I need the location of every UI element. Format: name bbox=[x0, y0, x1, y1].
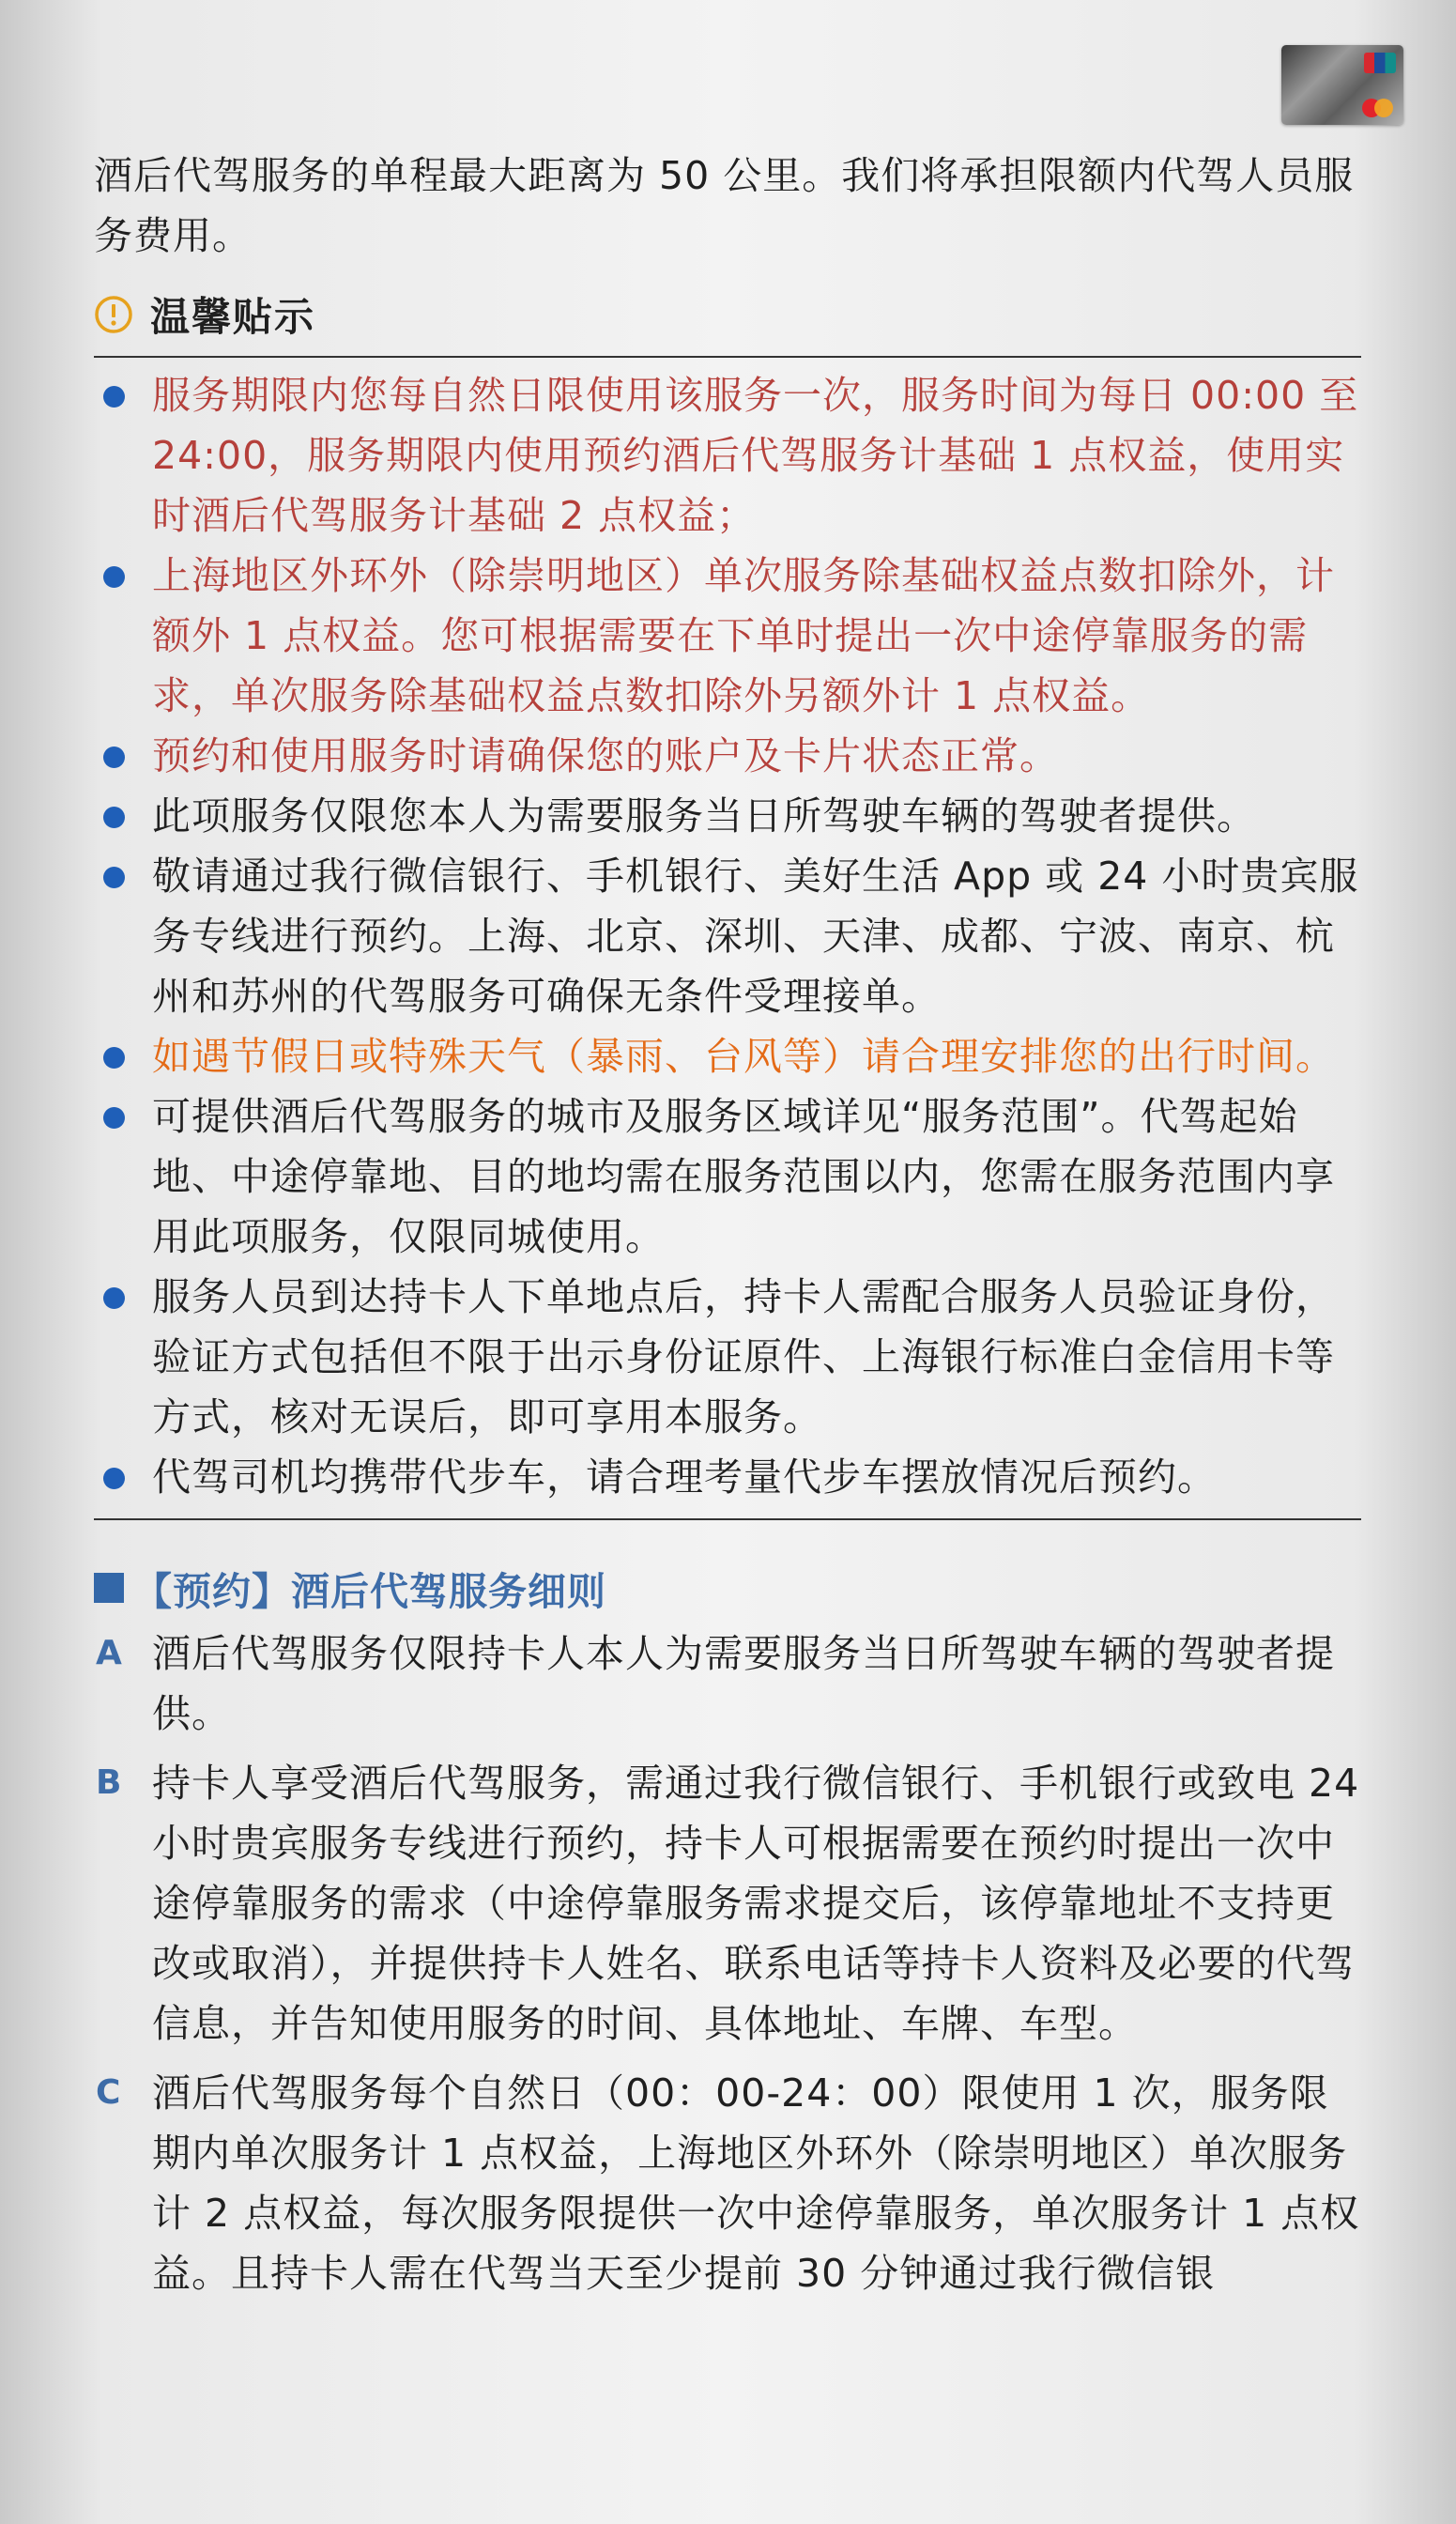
tip-item bbox=[94, 726, 1361, 786]
bullet-dot-icon bbox=[103, 386, 125, 408]
tip-item-text: 代驾司机均携带代步车，请合理考量代步车摆放情况后预约。 bbox=[152, 1454, 1217, 1500]
rule-text: 酒后代驾服务仅限持卡人本人为需要服务当日所驾驶车辆的驾驶者提供。 bbox=[152, 1631, 1335, 1736]
section-title: 【预约】酒后代驾服务细则 bbox=[133, 1568, 606, 1614]
mastercard-logo bbox=[1362, 99, 1394, 117]
tip-item-text: 此项服务仅限您本人为需要服务当日所驾驶车辆的驾驶者提供。 bbox=[152, 793, 1256, 839]
tip-item-text: 上海地区外环外（除崇明地区）单次服务除基础权益点数扣除外，计额外 1 点权益。您可根据需要在下单时提出一次中途停靠服务的需求，单次服务除基础权益点数扣除外另额外计 1 点权益。 bbox=[152, 553, 1335, 718]
bullet-dot-icon bbox=[103, 1287, 125, 1309]
tip-item bbox=[94, 365, 1361, 546]
bullet-dot-icon bbox=[103, 1468, 125, 1489]
bullet-dot-icon bbox=[103, 867, 125, 888]
intro-paragraph: 酒后代驾服务的单程最大距离为 50 公里。我们将承担限额内代驾人员服务费用。 bbox=[94, 153, 1355, 258]
tip-item-text: 服务期限内您每自然日限使用该服务一次，服务时间为每日 00:00 至 24:00，服务期限内使用预约酒后代驾服务计基础 1 点权益，使用实时酒后代驾服务计基础 2 点权益； bbox=[152, 373, 1359, 538]
tip-item bbox=[94, 1447, 1361, 1507]
tip-title: 温馨贴示 bbox=[150, 294, 316, 340]
tip-item-text: 敬请通过我行微信银行、手机银行、美好生活 App 或 24 小时贵宾服务专线进行预约。上海、北京、深圳、天津、成都、宁波、南京、杭州和苏州的代驾服务可确保无条件受理接单。 bbox=[152, 854, 1359, 1019]
rule-item bbox=[94, 1624, 1361, 1744]
tip-item-text: 如遇节假日或特殊天气（暴雨、台风等）请合理安排您的出行时间。 bbox=[152, 1034, 1335, 1079]
rule-list bbox=[94, 1624, 1361, 2303]
tip-item bbox=[94, 1026, 1361, 1086]
credit-card-icon bbox=[1281, 45, 1403, 125]
bullet-dot-icon bbox=[103, 807, 125, 828]
square-bullet-icon bbox=[94, 1573, 124, 1603]
bullet-dot-icon bbox=[103, 746, 125, 768]
tip-item bbox=[94, 1086, 1361, 1267]
bullet-dot-icon bbox=[103, 566, 125, 588]
rule-item bbox=[94, 2063, 1361, 2303]
tip-item bbox=[94, 1267, 1361, 1447]
tip-item bbox=[94, 546, 1361, 726]
divider bbox=[94, 1518, 1361, 1520]
rule-text: 持卡人享受酒后代驾服务，需通过我行微信银行、手机银行或致电 24 小时贵宾服务专线进行预约，持卡人可根据需要在预约时提出一次中途停靠服务的需求（中途停靠服务需求提交后，该停靠地址不支持更改或取消），并提供持卡人姓名、联系电话等持卡人资料及必要的代驾信息，并告知使用服务的时间、具体地址、车牌、车型。 bbox=[152, 1761, 1360, 2046]
tip-item-text: 可提供酒后代驾服务的城市及服务区域详见“服务范围”。代驾起始地、中途停靠地、目的地均需在服务范围以内，您需在服务范围内享用此项服务，仅限同城使用。 bbox=[152, 1094, 1335, 1259]
section-header bbox=[94, 1558, 1361, 1618]
bullet-dot-icon bbox=[103, 1107, 125, 1129]
unionpay-logo bbox=[1364, 53, 1396, 73]
tip-item bbox=[94, 786, 1361, 846]
document-body bbox=[94, 146, 1361, 2313]
tip-list bbox=[94, 365, 1361, 1507]
rule-letter: A bbox=[96, 1634, 122, 1672]
rule-text: 酒后代驾服务每个自然日（00：00-24：00）限使用 1 次，服务限期内单次服务计 1 点权益，上海地区外环外（除崇明地区）单次服务计 2 点权益，每次服务限提供一次中途停靠服务，单次服务计 1 点权益。且持卡人需在代驾当天至少提前 30 分钟通过我行微信银 bbox=[152, 2070, 1360, 2296]
rule-item bbox=[94, 1753, 1361, 2054]
tip-header bbox=[94, 285, 1361, 345]
bullet-dot-icon bbox=[103, 1047, 125, 1069]
tip-item bbox=[94, 846, 1361, 1026]
rule-letter: B bbox=[96, 1763, 122, 1802]
rule-letter: C bbox=[96, 2073, 121, 2112]
tip-item-text: 服务人员到达持卡人下单地点后，持卡人需配合服务人员验证身份，验证方式包括但不限于出示身份证原件、上海银行标准白金信用卡等方式，核对无误后，即可享用本服务。 bbox=[152, 1274, 1335, 1439]
divider bbox=[94, 356, 1361, 358]
tip-item-text: 预约和使用服务时请确保您的账户及卡片状态正常。 bbox=[152, 733, 1059, 778]
exclamation-circle-icon bbox=[94, 295, 133, 334]
